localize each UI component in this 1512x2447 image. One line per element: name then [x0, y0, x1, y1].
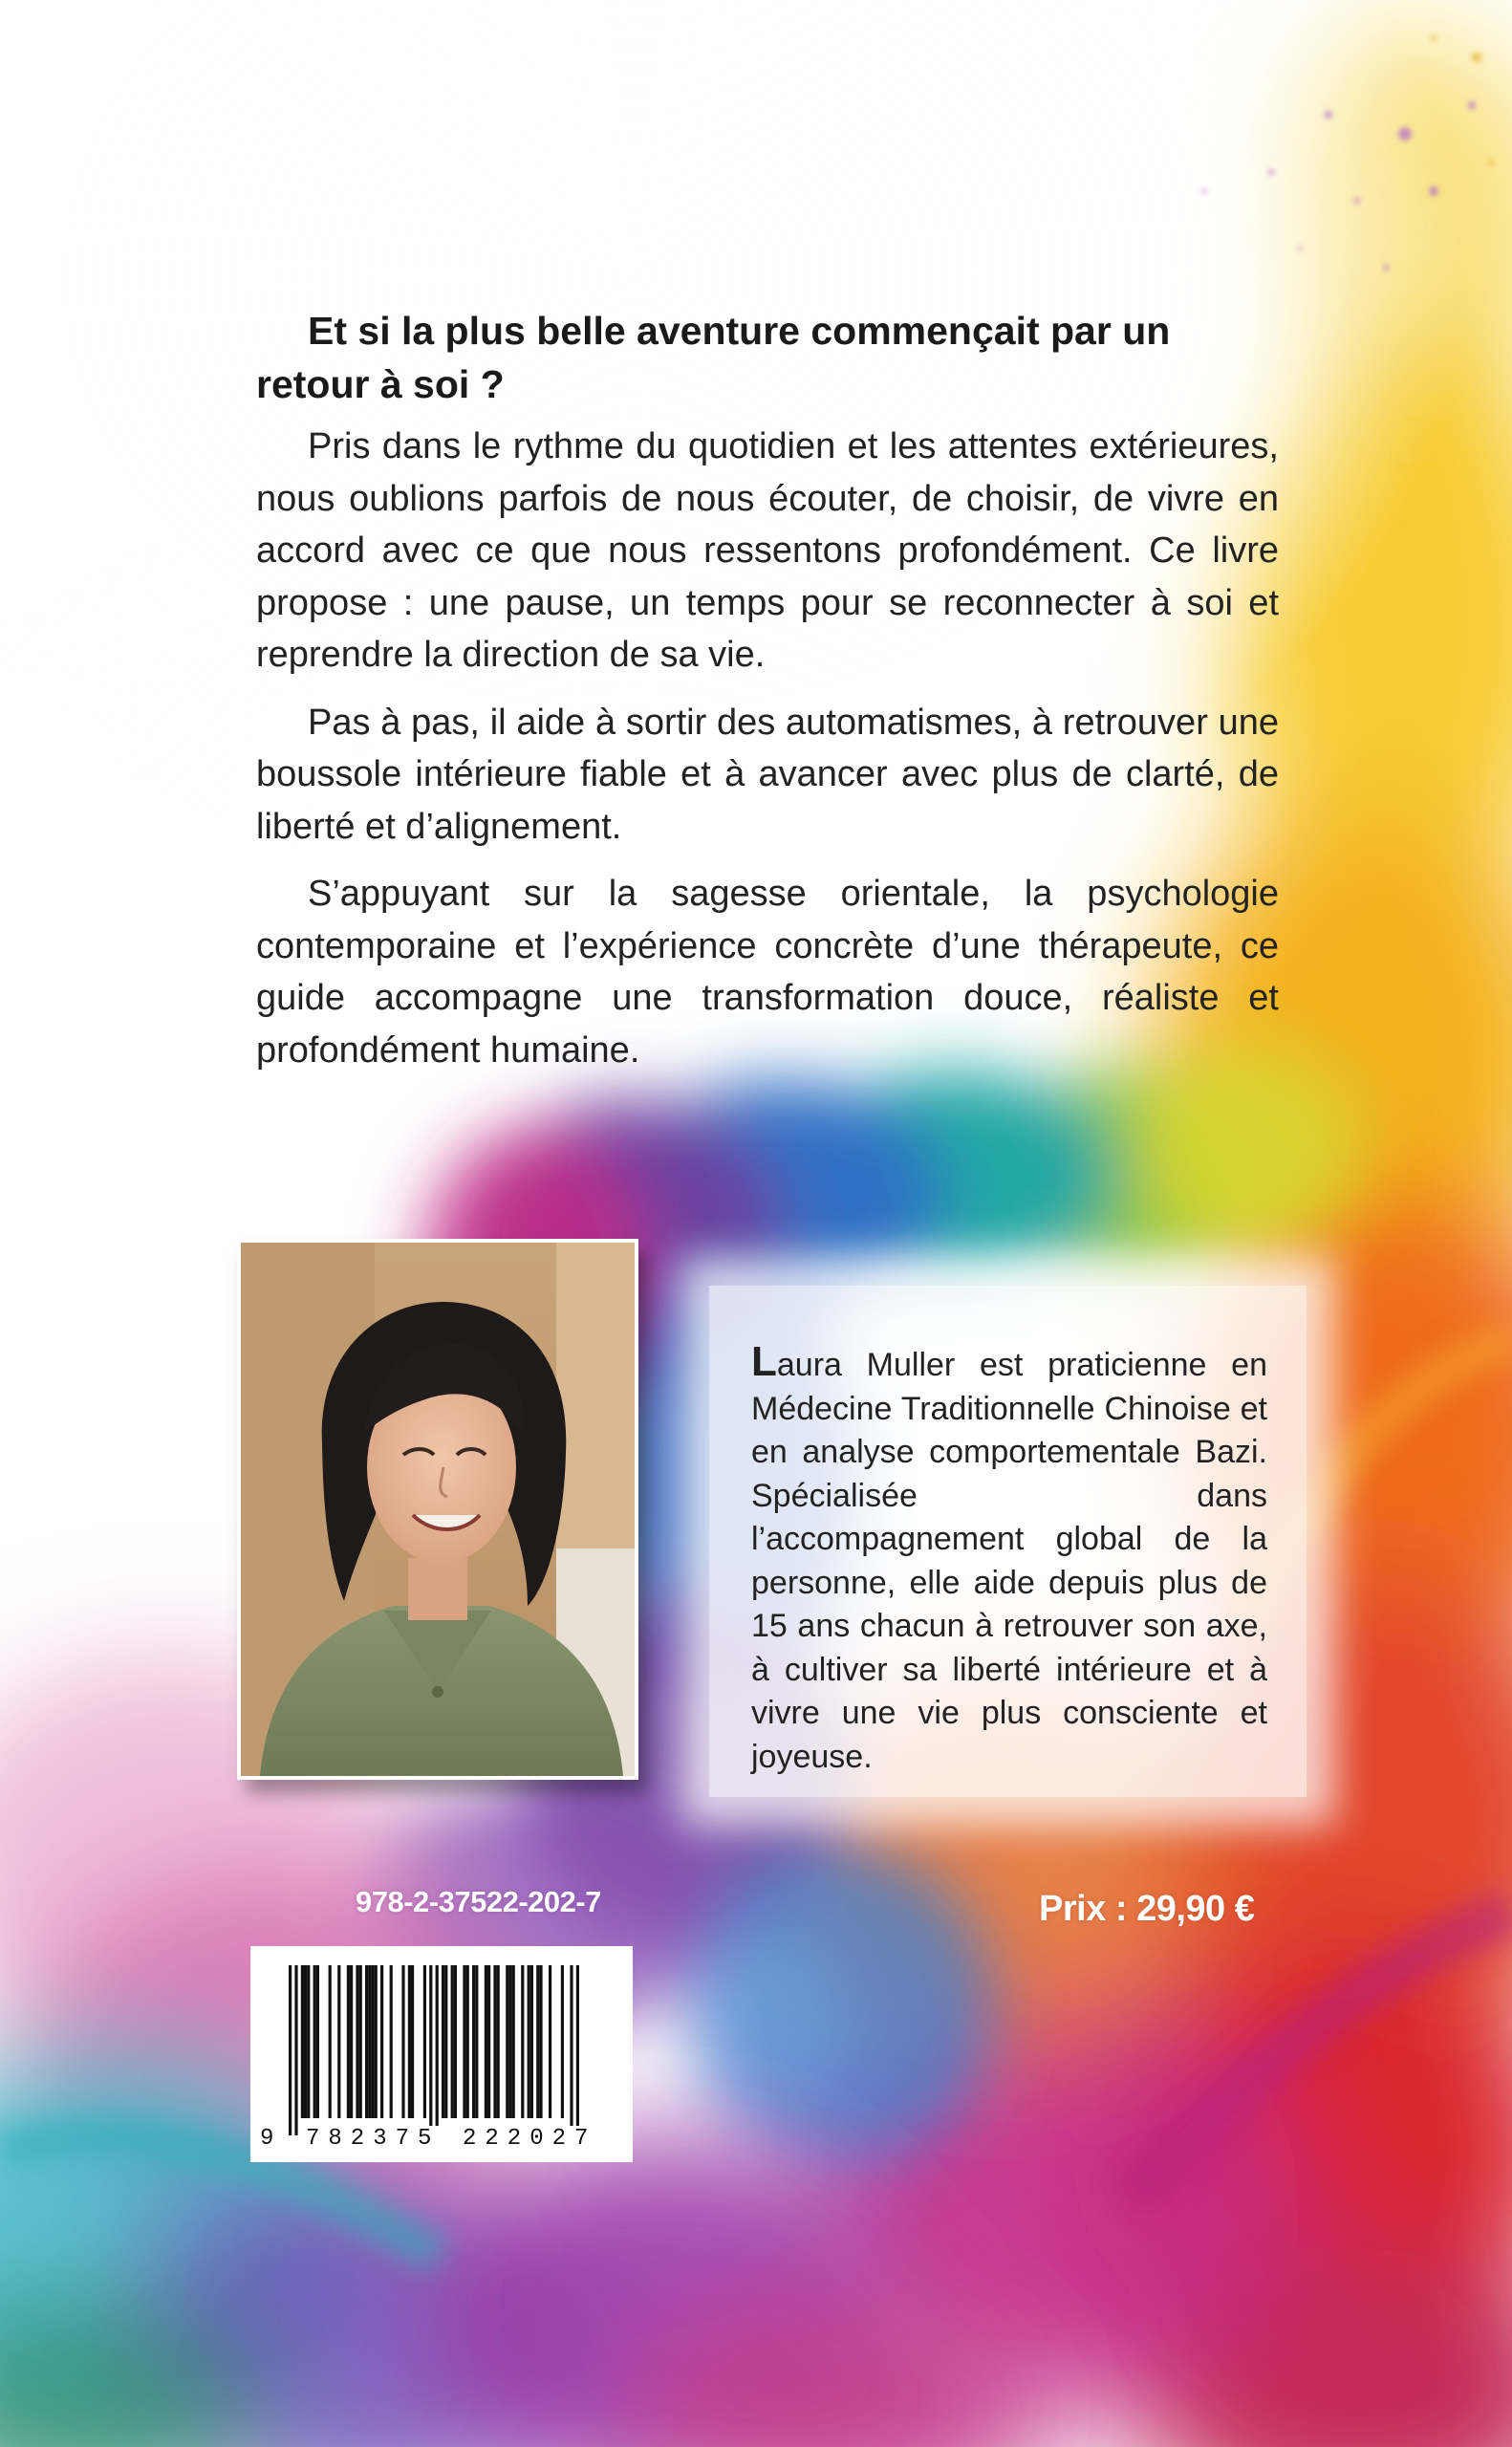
barcode-bar — [356, 1965, 358, 2118]
price: Prix : 29,90 € — [1039, 1889, 1255, 1929]
barcode-bar — [463, 1965, 465, 2118]
blurb — [256, 304, 1279, 1092]
barcode-bar — [512, 1965, 515, 2118]
author-photo — [237, 1239, 638, 1780]
barcode-first-digit: 9 — [260, 2126, 283, 2152]
author-bio-initial: L — [751, 1338, 777, 1385]
isbn: 978-2-37522-202-7 — [356, 1885, 601, 1918]
author-portrait-icon — [241, 1243, 635, 1776]
barcode-bar — [294, 1965, 297, 2135]
barcode-bar — [485, 1965, 487, 2118]
barcode-bar — [313, 1965, 316, 2118]
barcode-bar — [466, 1965, 469, 2118]
barcode-bar — [497, 1965, 500, 2118]
barcode-bar — [570, 1965, 572, 2135]
blurb-paragraph-3: S’appuyant sur la sagesse orientale, la psychologie contemporaine et l’expérience concrète d’une thérapeute, ce guide accompagne une transformation douce, réaliste et profondément humaine. — [256, 874, 1279, 1071]
barcode-bar — [561, 1965, 564, 2118]
barcode-bar — [528, 1965, 530, 2118]
barcode-bar — [304, 1965, 307, 2118]
barcode-bar — [375, 1965, 378, 2118]
barcode-bar — [475, 1965, 478, 2118]
barcode-bar — [536, 1965, 539, 2118]
barcode-bar — [371, 1965, 374, 2118]
author-bio — [751, 1340, 1267, 1779]
barcode-right-group: 222027 — [463, 2126, 597, 2152]
barcode-bar — [368, 1965, 371, 2118]
barcode-bar — [493, 1965, 496, 2118]
barcode-bar — [436, 1965, 439, 2135]
barcode-bar — [411, 1965, 414, 2118]
barcode-bar — [390, 1965, 393, 2118]
author-bio-text: aura Muller est praticienne en Médecine Traditionnelle Chinoise et en analyse comportementale Bazi. Spécialisée dans l’accompagnement global de la personne, elle aide depuis plus de 15 ans chacun à retrouver son axe, à cultiver sa liberté intérieure et à vivre une vie plus consciente et joyeuse. — [751, 1347, 1267, 1775]
blurb-paragraph-1: Pris dans le rythme du quotidien et les attentes extérieures, nous oublions parfois de nous écouter, de choisir, de vivre en accord avec ce que nous ressentons profondément. Ce livre propose : une pause, un temps pour se reconnecter à soi et reprendre la direction de sa vie. — [256, 426, 1279, 675]
barcode-bar — [576, 1965, 579, 2135]
barcode-bar — [289, 1965, 292, 2135]
barcode-bar — [347, 1965, 350, 2118]
barcode-bar — [444, 1965, 447, 2118]
barcode-bar — [337, 1965, 340, 2118]
barcode-bar — [429, 1965, 432, 2135]
barcode-left-group: 782375 — [306, 2126, 441, 2152]
barcode-bar — [423, 1965, 426, 2118]
blurb-paragraph-2: Pas à pas, il aide à sortir des automatismes, à retrouver une boussole intérieure fiable et à avancer avec plus de clarté, de liberté et d’alignement. — [256, 702, 1279, 847]
barcode-bar — [521, 1965, 524, 2118]
barcode-bar — [487, 1965, 490, 2118]
barcode-bar — [301, 1965, 304, 2118]
blurb-heading: Et si la plus belle aventure commençait par un retour à soi ? — [256, 309, 1171, 406]
barcode-bar — [401, 1965, 404, 2118]
barcode-bar — [408, 1965, 411, 2118]
barcode-bar — [530, 1965, 533, 2118]
barcode-bar — [451, 1965, 454, 2118]
barcode-bar — [508, 1965, 511, 2118]
barcode-bar — [506, 1965, 508, 2118]
barcode-bar — [316, 1965, 319, 2118]
barcode-bar — [539, 1965, 542, 2118]
barcode-bar — [359, 1965, 362, 2118]
barcode-bar — [380, 1965, 383, 2118]
barcode-bar — [350, 1965, 353, 2118]
barcode-bar — [472, 1965, 475, 2118]
barcode-bar — [442, 1965, 444, 2118]
barcode-bar — [454, 1965, 457, 2118]
barcode-bar — [549, 1965, 551, 2118]
barcode — [250, 1946, 633, 2162]
barcode-bar — [307, 1965, 310, 2118]
barcode-bar — [329, 1965, 332, 2118]
barcode-bar — [365, 1965, 368, 2118]
